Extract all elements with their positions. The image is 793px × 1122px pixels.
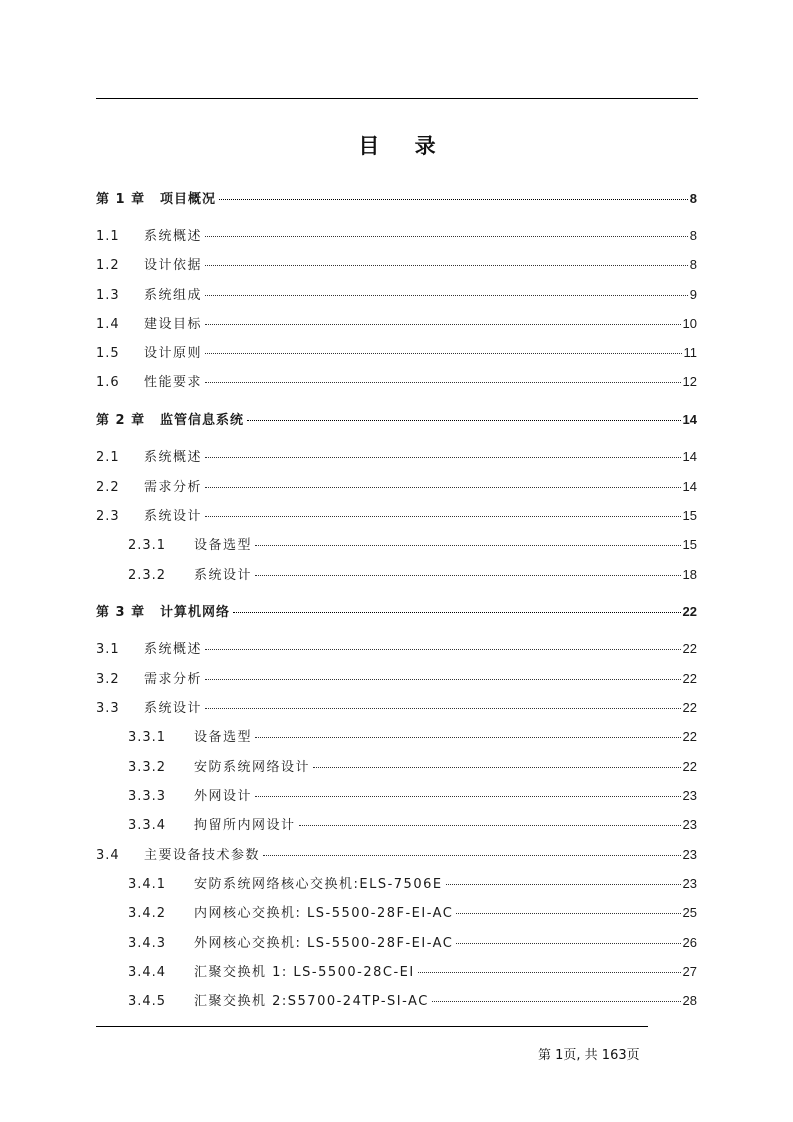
toc-entry-page: 11: [683, 345, 697, 360]
toc-entry-title: 安防系统网络设计: [194, 760, 311, 775]
toc-title: 目 录: [358, 134, 450, 158]
toc-entry-number: 3.2: [96, 672, 120, 687]
toc-leader-dots: [456, 913, 680, 914]
toc-entry-page: 9: [689, 287, 697, 302]
toc-entry-page: 22: [682, 729, 697, 744]
toc-entry-page: 23: [682, 817, 697, 832]
toc-entry-number: 3.4.4: [128, 965, 167, 980]
toc-entry-page: 8: [689, 257, 697, 272]
toc-leader-dots: [205, 265, 688, 266]
toc-entry-number: 1.4: [96, 317, 120, 332]
toc-entry[interactable]: [96, 343, 697, 363]
toc-leader-dots: [299, 825, 681, 826]
toc-entry-number: 3.4.5: [128, 994, 167, 1009]
toc-entry[interactable]: [96, 447, 697, 467]
toc-entry-title: 计算机网络: [160, 605, 231, 620]
toc-entry[interactable]: [96, 226, 697, 246]
toc-entry-title: 需求分析: [144, 480, 203, 495]
toc-entry[interactable]: [128, 815, 697, 835]
toc-entry-title: 需求分析: [144, 672, 203, 687]
toc-entry-page: 15: [682, 537, 697, 552]
toc-leader-dots: [255, 737, 681, 738]
toc-entry[interactable]: [96, 314, 697, 334]
toc-entry-page: 25: [682, 905, 697, 920]
toc-entry-page: 8: [689, 228, 697, 243]
toc-leader-dots: [205, 236, 688, 237]
toc-entry-title: 系统概述: [144, 450, 203, 465]
toc-entry-title: 设备选型: [194, 538, 253, 553]
toc-entry-title: 拘留所内网设计: [194, 818, 296, 833]
toc-leader-dots: [247, 420, 681, 421]
toc-entry[interactable]: [128, 962, 697, 982]
toc-leader-dots: [205, 487, 681, 488]
toc-entry[interactable]: [128, 727, 697, 747]
toc-leader-dots: [219, 199, 688, 200]
toc-entry[interactable]: [96, 255, 697, 275]
toc-leader-dots: [205, 708, 681, 709]
toc-entry-page: 12: [682, 374, 697, 389]
toc-entry-page: 22: [682, 671, 697, 686]
toc-entry-title: 系统概述: [144, 642, 203, 657]
toc-entry-number: 2.3.2: [128, 568, 167, 583]
toc-entry-number: 3.3: [96, 701, 120, 716]
toc-entry-page: 10: [682, 316, 697, 331]
toc-leader-dots: [313, 767, 681, 768]
toc-entry-number: 3.4.1: [128, 877, 167, 892]
toc-entry-page: 22: [682, 641, 697, 656]
toc-entry-title: 建设目标: [144, 317, 203, 332]
toc-leader-dots: [205, 649, 681, 650]
toc-leader-dots: [233, 612, 681, 613]
toc-entry[interactable]: [96, 845, 697, 865]
toc-entry-number: 1.6: [96, 375, 120, 390]
toc-entry-title: 设计原则: [144, 346, 203, 361]
toc-entry-page: 23: [682, 788, 697, 803]
toc-leader-dots: [205, 353, 681, 354]
toc-entry-page: 18: [682, 567, 697, 582]
toc-entry[interactable]: [96, 669, 697, 689]
toc-entry-title: 设备选型: [194, 730, 253, 745]
toc-entry-title: 安防系统网络核心交换机:ELS-7506E: [194, 877, 443, 892]
toc-entry[interactable]: [128, 933, 697, 953]
toc-leader-dots: [205, 457, 681, 458]
toc-entry-page: 14: [682, 449, 697, 464]
toc-leader-dots: [255, 796, 681, 797]
toc-entry-number: 第 1 章: [96, 192, 146, 207]
toc-entry-title: 设计依据: [144, 258, 203, 273]
toc-entry-number: 3.3.2: [128, 760, 167, 775]
toc-entry-page: 15: [682, 508, 697, 523]
toc-entry[interactable]: [96, 477, 697, 497]
toc-entry-title: 系统概述: [144, 229, 203, 244]
toc-chapter-entry[interactable]: [96, 189, 697, 209]
toc-leader-dots: [255, 545, 681, 546]
toc-entry-number: 3.1: [96, 642, 120, 657]
toc-entry[interactable]: [128, 565, 697, 585]
toc-entry[interactable]: [96, 698, 697, 718]
toc-entry-page: 28: [682, 993, 697, 1008]
toc-leader-dots: [418, 972, 681, 973]
toc-entry-number: 3.3.1: [128, 730, 167, 745]
toc-chapter-entry[interactable]: [96, 602, 697, 622]
toc-leader-dots: [432, 1001, 681, 1002]
toc-entry-number: 3.3.3: [128, 789, 167, 804]
toc-entry-page: 14: [682, 412, 697, 427]
toc-entry[interactable]: [96, 506, 697, 526]
toc-entry[interactable]: [128, 786, 697, 806]
toc-entry-title: 汇聚交换机 2:S5700-24TP-SI-AC: [194, 994, 429, 1009]
toc-entry-title: 性能要求: [144, 375, 203, 390]
toc-entry-number: 2.3: [96, 509, 120, 524]
toc-leader-dots: [205, 516, 681, 517]
toc-entry-number: 1.2: [96, 258, 120, 273]
toc-entry-page: 8: [689, 191, 697, 206]
toc-entry-number: 2.2: [96, 480, 120, 495]
toc-entry-title: 外网设计: [194, 789, 253, 804]
toc-entry[interactable]: [96, 372, 697, 392]
toc-entry[interactable]: [128, 757, 697, 777]
toc-entry-page: 22: [682, 759, 697, 774]
toc-entry-title: 外网核心交换机: LS-5500-28F-EI-AC: [194, 936, 454, 951]
toc-entry-number: 第 3 章: [96, 605, 146, 620]
toc-entry-title: 系统设计: [144, 701, 203, 716]
toc-entry-page: 26: [682, 935, 697, 950]
page-footer: 第 1页, 共 163页: [538, 1048, 640, 1063]
toc-leader-dots: [446, 884, 681, 885]
toc-entry[interactable]: [128, 874, 697, 894]
toc-entry-page: 22: [682, 700, 697, 715]
toc-leader-dots: [205, 324, 681, 325]
toc-entry-number: 3.4.3: [128, 936, 167, 951]
footer-rule: [96, 1026, 648, 1027]
toc-leader-dots: [263, 855, 681, 856]
toc-entry-page: 23: [682, 847, 697, 862]
toc-leader-dots: [205, 382, 681, 383]
toc-entry-title: 监管信息系统: [160, 413, 245, 428]
toc-leader-dots: [255, 575, 681, 576]
toc-entry[interactable]: [128, 903, 697, 923]
toc-entry-number: 3.4: [96, 848, 120, 863]
toc-leader-dots: [205, 295, 688, 296]
toc-entry-page: 22: [682, 604, 697, 619]
toc-entry[interactable]: [96, 639, 697, 659]
toc-entry-number: 2.1: [96, 450, 120, 465]
toc-entry-title: 主要设备技术参数: [144, 848, 261, 863]
toc-chapter-entry[interactable]: [96, 410, 697, 430]
toc-entry-page: 23: [682, 876, 697, 891]
toc-entry-number: 3.4.2: [128, 906, 167, 921]
toc-entry-title: 系统设计: [194, 568, 253, 583]
toc-leader-dots: [205, 679, 681, 680]
toc-entry-title: 内网核心交换机: LS-5500-28F-EI-AC: [194, 906, 454, 921]
toc-entry-title: 系统设计: [144, 509, 203, 524]
toc-entry-number: 1.5: [96, 346, 120, 361]
toc-entry-number: 1.1: [96, 229, 120, 244]
toc-entry-title: 汇聚交换机 1: LS-5500-28C-EI: [194, 965, 415, 980]
toc-entry[interactable]: [128, 535, 697, 555]
toc-entry-number: 第 2 章: [96, 413, 146, 428]
toc-leader-dots: [456, 943, 680, 944]
toc-entry-page: 27: [682, 964, 697, 979]
toc-entry-number: 2.3.1: [128, 538, 167, 553]
toc-entry[interactable]: [128, 991, 697, 1011]
toc-entry[interactable]: [96, 285, 697, 305]
toc-entry-title: 项目概况: [160, 192, 217, 207]
toc-entry-number: 3.3.4: [128, 818, 167, 833]
toc-entry-title: 系统组成: [144, 288, 203, 303]
toc-entry-number: 1.3: [96, 288, 120, 303]
toc-entry-page: 14: [682, 479, 697, 494]
